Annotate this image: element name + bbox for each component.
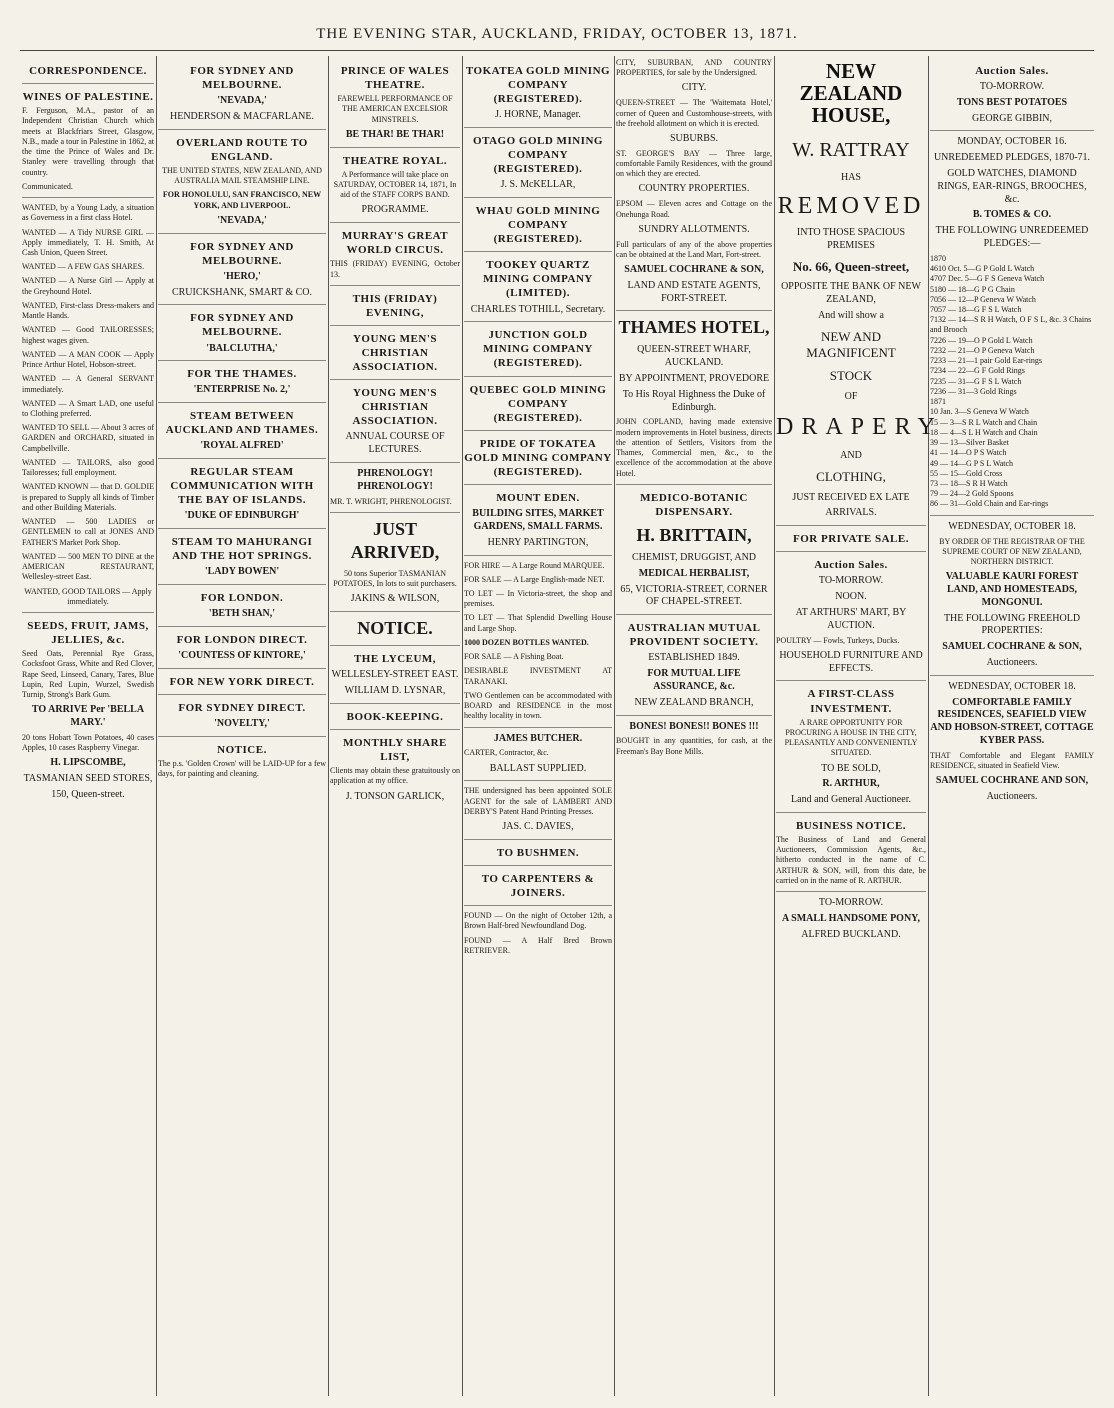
divider bbox=[330, 512, 460, 513]
pledge-item: 7056 — 12—P Geneva W Watch bbox=[930, 294, 1036, 304]
auction-heading: Auction Sales. bbox=[975, 65, 1049, 77]
column-5 bbox=[616, 58, 772, 1393]
bones-heading: BONES! BONES!! BONES !!! bbox=[629, 720, 759, 732]
ship-name: 'NEVADA,' bbox=[217, 95, 267, 107]
signature-sub: Land and General Auctioneer. bbox=[791, 794, 911, 806]
signature: CHARLES TOTHILL, Secretary. bbox=[470, 303, 606, 315]
just-arrived-heading: JUST ARRIVED, bbox=[350, 518, 440, 562]
pledge-item: 49 — 14—G P S L Watch bbox=[930, 458, 1014, 468]
signature: GEORGE GIBBIN, bbox=[972, 112, 1052, 124]
shipping-heading: OVERLAND ROUTE TO ENGLAND. bbox=[176, 136, 308, 163]
just-received: JUST RECEIVED EX LATE bbox=[792, 491, 910, 503]
column-7 bbox=[930, 58, 1094, 1393]
signature-sub: Auctioneers. bbox=[986, 656, 1038, 668]
nz-branch: NEW ZEALAND BRANCH, bbox=[634, 696, 754, 708]
signature: HENRY PARTINGTON, bbox=[487, 536, 589, 548]
clothing: CLOTHING, bbox=[816, 469, 886, 485]
wanted-ad: WANTED — 500 MEN TO DINE at the AMERICAN RESTAURANT, Wellesley-street East. bbox=[22, 551, 154, 582]
poultry: POULTRY — Fowls, Turkeys, Ducks. bbox=[776, 635, 900, 645]
shipping-heading: FOR NEW YORK DIRECT. bbox=[169, 675, 315, 688]
classified-ad: TO LET — That Splendid Dwelling House and Large Shop. bbox=[464, 613, 612, 633]
divider bbox=[464, 430, 612, 431]
ship-name: 'HERO,' bbox=[223, 270, 261, 282]
masthead: THE EVENING STAR, AUCKLAND, FRIDAY, OCTOBER 13, 1871. bbox=[316, 26, 798, 42]
column-divider bbox=[614, 56, 615, 1396]
gold-watches: GOLD WATCHES, DIAMOND RINGS, EAR-RINGS, BROOCHES, &c. bbox=[937, 168, 1087, 205]
pledge-item: 7226 — 19—O P Gold L Watch bbox=[930, 335, 1033, 345]
lecture-heading: THIS (FRIDAY) EVENING, bbox=[352, 292, 438, 319]
divider bbox=[464, 251, 612, 252]
shipping-heading: FOR SYDNEY AND MELBOURNE. bbox=[190, 312, 294, 339]
column-divider bbox=[328, 56, 329, 1396]
wanted-ad: WANTED, GOOD TAILORS — Apply immediately. bbox=[24, 586, 152, 606]
signature: J. TONSON GARLICK, bbox=[345, 790, 445, 802]
pledge-item: 79 — 24—2 Gold Spoons bbox=[930, 489, 1014, 499]
divider bbox=[158, 584, 326, 585]
column-divider bbox=[774, 56, 775, 1396]
rattray-name: W. RATTRAY bbox=[792, 139, 910, 162]
section-heading: SUBURBS. bbox=[669, 132, 719, 144]
section-heading: SUNDRY ALLOTMENTS. bbox=[638, 223, 750, 235]
wanted-ad: WANTED — A Nurse Girl — Apply at the Greyhound Hotel. bbox=[22, 276, 154, 296]
divider bbox=[158, 626, 326, 627]
signature: TASMANIAN SEED STORES, bbox=[23, 773, 153, 785]
classified-ad: DESIRABLE INVESTMENT AT TARANAKI. bbox=[464, 666, 612, 686]
new-magnificent: NEW AND MAGNIFICENT bbox=[806, 328, 896, 361]
shipping-sub: THE UNITED STATES, NEW ZEALAND, AND AUSTRALIA MAIL STEAMSHIP LINE. bbox=[162, 165, 322, 186]
wanted-ad: WANTED — 500 LADIES or GENTLEMEN to call at JONES AND FATHER'S Market Pork Shop. bbox=[22, 517, 154, 547]
heading-seeds: SEEDS, FRUIT, JAMS, JELLIES, &c. bbox=[27, 620, 149, 647]
company-heading: QUEBEC GOLD MINING COMPANY (REGISTERED). bbox=[469, 383, 607, 424]
ship-name: 'BALCLUTHA,' bbox=[206, 342, 278, 354]
pledge-item: 1870 bbox=[930, 253, 946, 263]
column-divider bbox=[462, 56, 463, 1396]
divider bbox=[464, 865, 612, 866]
share-list-heading: MONTHLY SHARE LIST, bbox=[343, 737, 447, 764]
agent: JAKINS & WILSON, bbox=[350, 593, 440, 605]
arrivals: ARRIVALS. bbox=[825, 507, 877, 519]
of: OF bbox=[844, 390, 858, 402]
divider bbox=[464, 321, 612, 322]
divider bbox=[330, 379, 460, 380]
amp-heading: AUSTRALIAN MUTUAL PROVIDENT SOCIETY. bbox=[627, 622, 761, 649]
signature: R. ARTHUR, bbox=[822, 778, 880, 790]
ship-name: 'DUKE OF EDINBURGH' bbox=[184, 510, 300, 522]
signature: JAS. C. DAVIES, bbox=[502, 821, 574, 833]
shipping-heading: FOR SYDNEY AND MELBOURNE. bbox=[190, 240, 294, 267]
unredeemed: UNREDEEMED PLEDGES, 1870-71. bbox=[933, 152, 1091, 164]
nz-line-1: NEW ZEALAND bbox=[799, 59, 903, 106]
bones-text: BOUGHT in any quantities, for cash, at the Freeman's Bay Bone Mills. bbox=[616, 736, 772, 756]
divider bbox=[330, 325, 460, 326]
thames-hotel-heading: THAMES HOTEL, bbox=[618, 317, 770, 338]
private-sale: FOR PRIVATE SALE. bbox=[793, 533, 909, 546]
divider bbox=[158, 360, 326, 361]
pony: A SMALL HANDSOME PONY, bbox=[782, 912, 920, 924]
pledge-item: 7234 — 22—G F Gold Rings bbox=[930, 366, 1025, 376]
divider bbox=[464, 127, 612, 128]
into: INTO THOSE SPACIOUS PREMISES bbox=[796, 227, 906, 252]
thames-hotel-sub: QUEEN-STREET WHARF, AUCKLAND. bbox=[637, 344, 751, 369]
divider bbox=[776, 680, 926, 681]
agent-sub: LAND AND ESTATE AGENTS, FORT-STREET. bbox=[627, 279, 761, 304]
notice-text: The p.s. 'Golden Crown' will be LAID-UP for a few days, for painting and cleaning. bbox=[158, 758, 326, 779]
wines-article: F. Ferguson, M.A., pastor of an Independent Christian Church which meets at Blackfriars Street, Glasgow, N.B., made a tour in Palestine in 1862, at the time the Prince of Wales and Dr. Stanley were travelling through that country. bbox=[22, 106, 154, 177]
carpenters-heading: TO CARPENTERS & JOINERS. bbox=[481, 872, 595, 900]
potatoes: TONS BEST POTATOES bbox=[956, 96, 1068, 108]
divider bbox=[158, 736, 326, 737]
classified-ad: TO LET — In Victoria-street, the shop and premises. bbox=[464, 588, 612, 609]
will-show: And will show a bbox=[818, 310, 884, 322]
bushmen-heading: TO BUSHMEN. bbox=[496, 846, 580, 859]
pledge-item: 15 — 3—S R L Watch and Chain bbox=[930, 417, 1038, 427]
property-text: EPSOM — Eleven acres and Cottage on the Onehunga Road. bbox=[616, 199, 772, 219]
company-heading: WHAU GOLD MINING COMPANY (REGISTERED). bbox=[475, 205, 601, 246]
pledge-item: 7132 — 14—S R H Watch, O F S L, &c. 3 Chains and Brooch bbox=[930, 315, 1092, 335]
pledge-item: 7236 — 31—3 Gold Rings bbox=[930, 386, 1017, 396]
divider bbox=[930, 675, 1094, 676]
wanted-ad: WANTED, by a Young Lady, a situation as Governess in a first class Hotel. bbox=[22, 203, 154, 223]
shipping-heading: STEAM BETWEEN AUCKLAND AND THAMES. bbox=[165, 410, 319, 437]
ship-name: 'BETH SHAN,' bbox=[208, 608, 276, 620]
signature: WILLIAM D. LYSNAR, bbox=[344, 685, 446, 697]
bookkeeping-heading: BOOK-KEEPING. bbox=[346, 710, 444, 723]
household: HOUSEHOLD FURNITURE AND EFFECTS. bbox=[779, 649, 923, 674]
business-notice-text: The Business of Land and General Auctioneers, Commission Agents, &c., hitherto conducted in the name of C. ARTHUR & SON, will, from this date, be carried on in the name of R. ARTHUR. bbox=[776, 835, 926, 885]
ymca-heading: YOUNG MEN'S CHRISTIAN ASSOCIATION. bbox=[352, 387, 438, 428]
communicated: Communicated. bbox=[22, 181, 73, 191]
divider bbox=[330, 729, 460, 730]
auction-heading: Auction Sales. bbox=[814, 559, 888, 572]
property-text: QUEEN-STREET — The 'Waitemata Hotel,' corner of Queen and Customhouse-streets, with the freehold allotment on which it is erected. bbox=[616, 98, 772, 128]
phrenology-text: MR. T. WRIGHT, PHRENOLOGIST. bbox=[330, 496, 452, 506]
programme-label: PROGRAMME. bbox=[361, 204, 429, 216]
kauri-heading: VALUABLE KAURI FOREST LAND, AND HOMESTEADS, MONGONUI. bbox=[945, 571, 1079, 608]
ship-name: 'LADY BOWEN' bbox=[204, 566, 280, 578]
pledge-item: 5180 — 18—G P G Chain bbox=[930, 284, 1015, 294]
drapery: DRAPERY bbox=[776, 413, 943, 440]
business-notice-heading: BUSINESS NOTICE. bbox=[795, 819, 907, 832]
ship-name: 'COUNTESS OF KINTORE,' bbox=[178, 650, 306, 662]
signature-sub: Auctioneers. bbox=[986, 791, 1038, 803]
divider bbox=[330, 611, 460, 612]
tomorrow: TO-MORROW. bbox=[818, 897, 884, 909]
address: 65, VICTORIA-STREET, CORNER OF CHAPEL-STREET. bbox=[620, 583, 768, 608]
mount-eden-sub: BUILDING SITES, MARKET GARDENS, SMALL FARMS. bbox=[472, 508, 604, 532]
residences-heading: COMFORTABLE FAMILY RESIDENCES, SEAFIELD VIEW AND HOBSON-STREET, COTTAGE KYBER PASS. bbox=[930, 696, 1094, 746]
divider bbox=[330, 703, 460, 704]
divider bbox=[158, 129, 326, 130]
shipping-ports: FOR HONOLULU, SAN FRANCISCO, NEW YORK, AND LIVERPOOL. bbox=[162, 190, 322, 210]
wanted-ad: WANTED — TAILORS, also good Tailoresses; full employment. bbox=[22, 457, 154, 478]
divider bbox=[776, 525, 926, 526]
date-heading: WEDNESDAY, OCTOBER 18. bbox=[948, 680, 1076, 692]
company-heading: TOKATEA GOLD MINING COMPANY (REGISTERED). bbox=[465, 65, 611, 106]
divider bbox=[158, 304, 326, 305]
lyceum-heading: THE LYCEUM, bbox=[353, 653, 437, 666]
divider bbox=[776, 891, 926, 892]
wanted-ad: WANTED — A General SERVANT immediately. bbox=[22, 374, 154, 394]
heading-wines: WINES OF PALESTINE. bbox=[22, 91, 154, 104]
to-be-sold: TO BE SOLD, bbox=[821, 762, 881, 774]
divider bbox=[158, 528, 326, 529]
wanted-ad: WANTED, First-class Dress-makers and Mantle Hands. bbox=[22, 300, 154, 321]
theatre-sub: A Performance will take place on SATURDAY, OCTOBER 14, 1871, In aid of the STAFF CORPS BAND. bbox=[333, 169, 457, 200]
signature: H. LIPSCOMBE, bbox=[50, 757, 126, 769]
chemist: CHEMIST, DRUGGIST, AND bbox=[631, 552, 757, 563]
heading-correspondence: CORRESPONDENCE. bbox=[29, 65, 147, 77]
pledge-item: 41 — 14—O P S Watch bbox=[930, 448, 1007, 458]
date-heading: WEDNESDAY, OCTOBER 18. bbox=[948, 520, 1076, 532]
notice-heading: NOTICE. bbox=[357, 618, 433, 639]
pledge-item: 4610 Oct. 5—G P Gold L Watch bbox=[930, 264, 1035, 274]
agent: CRUICKSHANK, SMART & CO. bbox=[171, 286, 313, 298]
divider bbox=[464, 780, 612, 781]
notice-heading: NOTICE. bbox=[217, 743, 267, 756]
heading-arrive: TO ARRIVE Per 'BELLA MARY.' bbox=[31, 704, 145, 729]
pledge-item: 7232 — 21—O P Geneva Watch bbox=[930, 345, 1035, 355]
nz-line-2: HOUSE, bbox=[811, 103, 891, 128]
divider bbox=[464, 839, 612, 840]
divider bbox=[930, 130, 1094, 131]
signature: SAMUEL COCHRANE & SON, bbox=[942, 641, 1082, 653]
arrive-list: 20 tons Hobart Town Potatoes, 40 cases Apples, 10 cases Raspberry Vinegar. bbox=[22, 732, 154, 753]
phrenology-heading: PHRENOLOGY! PHRENOLOGY! bbox=[357, 468, 433, 492]
masthead-rule bbox=[20, 50, 1094, 51]
butcher-name: JAMES BUTCHER. bbox=[493, 732, 583, 744]
divider bbox=[158, 402, 326, 403]
sole-agent-text: THE undersigned has been appointed SOLE AGENT for the sale of LAMBERT AND DERBY'S Patent Hand Printing Presses. bbox=[464, 786, 612, 816]
tomorrow: TO-MORROW. bbox=[979, 81, 1045, 93]
pledge-item: 73 — 18—S R H Watch bbox=[930, 479, 1008, 488]
divider bbox=[22, 83, 154, 84]
divider bbox=[464, 727, 612, 728]
shipping-heading: FOR LONDON DIRECT. bbox=[176, 634, 308, 647]
divider bbox=[158, 458, 326, 459]
agent-name: SAMUEL COCHRANE & SON, bbox=[624, 264, 764, 275]
established: ESTABLISHED 1849. bbox=[648, 652, 740, 664]
pledge-item: 18 — 4—S L H Watch and Chain bbox=[930, 427, 1038, 437]
classified-ad: 1000 DOZEN BOTTLES WANTED. bbox=[464, 637, 589, 647]
property-text: Full particulars of any of the above properties can be obtained at the Land Mart, Fort-street. bbox=[616, 239, 772, 259]
property-text: ST. GEORGE'S BAY — Three large, comfortable Family Residences, with the ground on which they are erected. bbox=[616, 148, 772, 179]
new-zealand-house-heading bbox=[776, 60, 926, 126]
pledges-list bbox=[930, 254, 1094, 510]
divider bbox=[330, 222, 460, 223]
brittain-name: H. BRITTAIN, bbox=[636, 524, 752, 545]
column-1 bbox=[22, 58, 154, 1393]
theatre-heading: THEATRE ROYAL. bbox=[342, 154, 448, 167]
date-heading: MONDAY, OCTOBER 16. bbox=[957, 136, 1067, 148]
divider bbox=[616, 614, 772, 615]
investment-heading: A FIRST-CLASS INVESTMENT. bbox=[807, 688, 895, 715]
column-4 bbox=[464, 58, 612, 1393]
ship-name: 'NOVELTY,' bbox=[214, 718, 270, 730]
wanted-ad: WANTED — A Smart LAD, one useful to Clothing preferred. bbox=[22, 398, 154, 419]
section-heading: COUNTRY PROPERTIES. bbox=[638, 183, 750, 195]
found-ad: FOUND — On the night of October 12th, a Brown Half-bred Newfoundland Dog. bbox=[464, 911, 612, 931]
herbalist: MEDICAL HERBALIST, bbox=[638, 567, 750, 579]
just-arrived-text: 50 tons Superior TASMANIAN POTATOES, In lots to suit purchasers. bbox=[333, 568, 457, 589]
slogan: BE THAR! BE THAR! bbox=[345, 128, 445, 140]
has: HAS bbox=[840, 171, 861, 183]
ship-name: 'ENTERPRISE No. 2,' bbox=[193, 384, 291, 396]
shipping-heading: FOR SYDNEY AND MELBOURNE. bbox=[190, 65, 294, 92]
column-divider bbox=[156, 56, 157, 1396]
classified-ad: TWO Gentlemen can be accommodated with BOARD and RESIDENCE in the most healthy locality in town. bbox=[464, 690, 612, 721]
mart: AT ARTHURS' MART, BY AUCTION. bbox=[795, 607, 907, 631]
divider bbox=[464, 484, 612, 485]
removed: REMOVED bbox=[777, 192, 925, 219]
pledge-item: 39 — 13—Silver Basket bbox=[930, 438, 1009, 448]
opposite: OPPOSITE THE BANK OF NEW ZEALAND, bbox=[781, 281, 921, 306]
thames-hotel-text: JOHN COPLAND, having made extensive modern improvements in Hotel business, directs the attention of Settlers, Visitors from the Thames, Commercial men, &c., to the excellence of the accommodation at the above Hotel. bbox=[616, 417, 772, 478]
ship-name: 'NEVADA,' bbox=[217, 214, 267, 226]
tomorrow: TO-MORROW. bbox=[818, 575, 884, 587]
share-list-text: Clients may obtain these gratuitously on application at my office. bbox=[330, 766, 460, 786]
divider bbox=[930, 515, 1094, 516]
pledge-item: 10 Jan. 3—S Geneva W Watch bbox=[930, 407, 1029, 417]
theatre-sub: FAREWELL PERFORMANCE OF THE AMERICAN EXCELSIOR MINSTRELS. bbox=[337, 94, 453, 124]
registrar-order: BY ORDER OF THE REGISTRAR OF THE SUPREME COURT OF NEW ZEALAND, NORTHERN DISTRICT. bbox=[939, 536, 1085, 566]
company-heading: TOOKEY QUARTZ MINING COMPANY (LIMITED). bbox=[483, 259, 593, 300]
divider bbox=[464, 905, 612, 906]
wanted-ad: WANTED — Good TAILORESSES; highest wages given. bbox=[22, 325, 154, 345]
tomes: B. TOMES & CO. bbox=[972, 209, 1052, 221]
divider bbox=[158, 668, 326, 669]
mount-eden-heading: MOUNT EDEN. bbox=[496, 492, 580, 505]
section-heading: CITY. bbox=[681, 82, 707, 94]
ymca-sub: ANNUAL COURSE OF LECTURES. bbox=[345, 431, 445, 456]
column-divider bbox=[928, 56, 929, 1396]
circus-heading: MURRAY'S GREAT WORLD CIRCUS. bbox=[341, 230, 449, 257]
wanted-ad: WANTED — A MAN COOK — Apply Prince Arthur Hotel, Hobson-street. bbox=[22, 349, 154, 370]
seeds-list: Seed Oats, Perennial Rye Grass, Cocksfoot Grass, White and Red Clover, Rape Seed, Linseed, Canary, Tares, Blue Lupin, Red Lupin, Wurzel, Swedish Turnip, Strong's Bark Gum. bbox=[22, 649, 154, 700]
stock: STOCK bbox=[829, 368, 873, 384]
divider bbox=[776, 812, 926, 813]
column-2 bbox=[158, 58, 326, 1393]
appointment-sub: To His Royal Highness the Duke of Edinburgh. bbox=[622, 388, 766, 413]
signature: 150, Queen-street. bbox=[51, 788, 125, 800]
shipping-heading: FOR THE THAMES. bbox=[187, 368, 297, 381]
residences-text: THAT Comfortable and Elegant FAMILY RESIDENCE, situated in Seafield View. bbox=[930, 750, 1094, 770]
pledge-item: 7057 — 18—G F S L Watch bbox=[930, 305, 1022, 315]
signature: J. S. McKELLAR, bbox=[500, 179, 576, 191]
company-heading: PRIDE OF TOKATEA GOLD MINING COMPANY (REGISTERED). bbox=[464, 437, 612, 478]
classified-ad: FOR HIRE — A Large Round MARQUEE. bbox=[464, 560, 605, 570]
column-3 bbox=[330, 58, 460, 1393]
wanted-ad: WANTED TO SELL — About 3 acres of GARDEN and ORCHARD, situated in Campbellville. bbox=[22, 423, 154, 453]
divider bbox=[330, 462, 460, 463]
pledge-item: 4707 Dec. 5—G F S Geneva Watch bbox=[930, 274, 1045, 284]
pledge-item: 1871 bbox=[930, 397, 946, 407]
agent: HENDERSON & MACFARLANE. bbox=[170, 110, 314, 122]
signature: SAMUEL COCHRANE AND SON, bbox=[935, 775, 1089, 787]
shipping-heading: REGULAR STEAM COMMUNICATION WITH THE BAY OF ISLANDS. bbox=[170, 466, 314, 507]
signature: J. HORNE, Manager. bbox=[495, 109, 581, 121]
ymca-heading: YOUNG MEN'S CHRISTIAN ASSOCIATION. bbox=[352, 333, 438, 374]
company-heading: JUNCTION GOLD MINING COMPANY (REGISTERED). bbox=[483, 329, 593, 370]
divider bbox=[464, 197, 612, 198]
divider bbox=[464, 376, 612, 377]
lyceum-sub: WELLESLEY-STREET EAST. bbox=[331, 669, 459, 681]
ballast: BALLAST SUPPLIED. bbox=[489, 762, 587, 774]
signature: ALFRED BUCKLAND. bbox=[801, 928, 901, 940]
wanted-ad: WANTED — A Tidy NURSE GIRL — Apply immediately, T. H. Smith, At Cash Union, Queen Street. bbox=[22, 227, 154, 257]
divider bbox=[616, 310, 772, 311]
wanted-ad: WANTED — A FEW GAS SHARES. bbox=[22, 262, 145, 272]
divider bbox=[22, 197, 154, 198]
following: THE FOLLOWING UNREDEEMED PLEDGES:— bbox=[935, 225, 1089, 250]
property-intro: CITY, SUBURBAN, AND COUNTRY PROPERTIES, for sale by the Undersigned. bbox=[616, 58, 772, 78]
medico-heading: MEDICO-BOTANIC DISPENSARY. bbox=[640, 491, 748, 518]
ship-name: 'ROYAL ALFRED' bbox=[200, 440, 284, 452]
mutual: FOR MUTUAL LIFE ASSURANCE, &c. bbox=[647, 668, 741, 692]
noon: NOON. bbox=[835, 591, 867, 603]
shipping-heading: STEAM TO MAHURANGI AND THE HOT SPRINGS. bbox=[171, 536, 313, 563]
divider bbox=[330, 645, 460, 646]
shipping-heading: FOR SYDNEY DIRECT. bbox=[178, 701, 306, 714]
and: AND bbox=[840, 450, 862, 462]
divider bbox=[464, 555, 612, 556]
divider bbox=[616, 715, 772, 716]
divider bbox=[158, 233, 326, 234]
classified-ad: FOR SALE — A Fishing Boat. bbox=[464, 652, 564, 662]
divider bbox=[22, 612, 154, 613]
classified-ad: FOR SALE — A Large English-made NET. bbox=[464, 574, 605, 584]
divider bbox=[776, 551, 926, 552]
pledge-item: 55 — 15—Gold Cross bbox=[930, 468, 1003, 478]
pledge-item: 7235 — 31—G F S L Watch bbox=[930, 376, 1022, 386]
butcher-text: CARTER, Contractor, &c. bbox=[464, 748, 549, 758]
circus-text: THIS (FRIDAY) EVENING, October 13. bbox=[330, 259, 460, 279]
pledge-item: 86 — 31—Gold Chain and Ear-rings bbox=[930, 499, 1049, 509]
appointment: BY APPOINTMENT, PROVEDORE bbox=[618, 373, 770, 385]
found-ad: FOUND — A Half Bred Brown RETRIEVER. bbox=[464, 935, 612, 955]
pledge-item: 7233 — 21—1 pair Gold Ear-rings bbox=[930, 356, 1043, 366]
divider bbox=[330, 147, 460, 148]
divider bbox=[616, 484, 772, 485]
theatre-heading: PRINCE OF WALES THEATRE. bbox=[340, 65, 450, 92]
freehold: THE FOLLOWING FREEHOLD PROPERTIES: bbox=[943, 612, 1081, 637]
wanted-ad: WANTED KNOWN — that D. GOLDIE is prepared to Supply all kinds of Timber and other Building Materials. bbox=[22, 482, 154, 512]
divider bbox=[330, 285, 460, 286]
investment-text: A RARE OPPORTUNITY FOR PROCURING A HOUSE IN THE CITY, PLEASANTLY AND CONVENIENTLY SITUATED. bbox=[784, 717, 918, 758]
divider bbox=[158, 694, 326, 695]
address: No. 66, Queen-street, bbox=[792, 258, 910, 274]
company-heading: OTAGO GOLD MINING COMPANY (REGISTERED). bbox=[473, 135, 603, 176]
shipping-heading: FOR LONDON. bbox=[200, 592, 284, 605]
